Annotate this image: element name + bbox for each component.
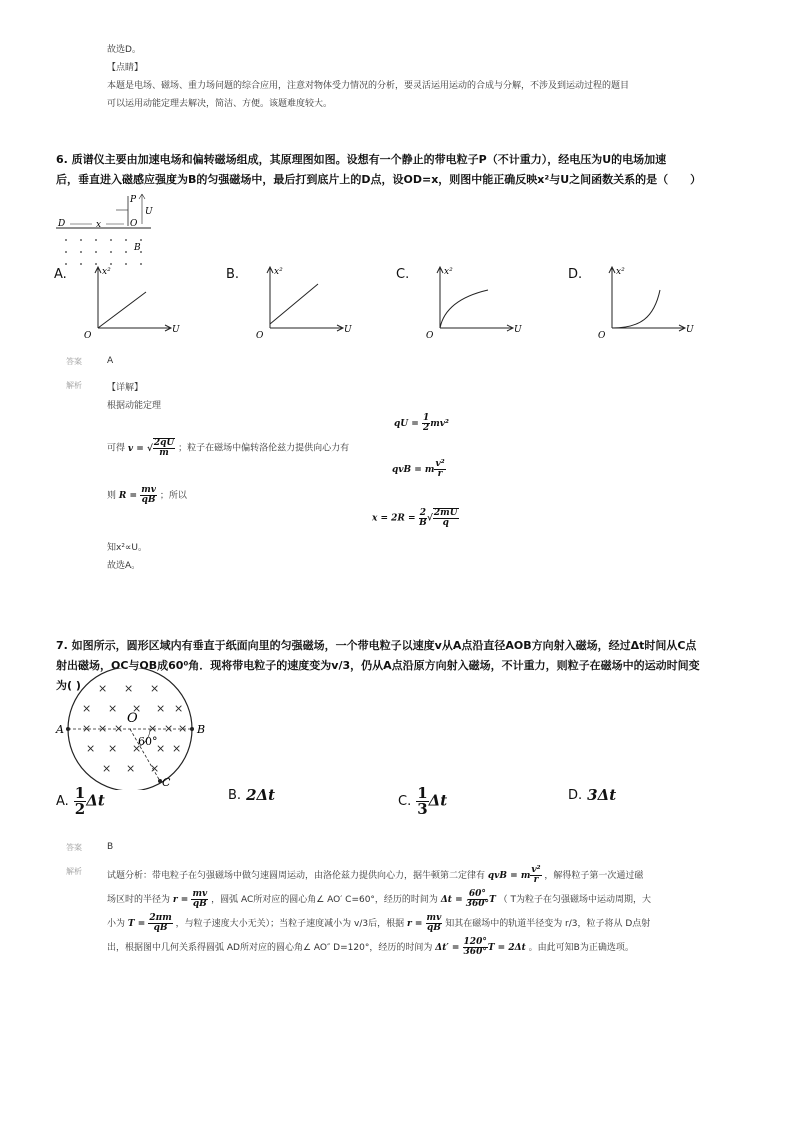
option-expression: 3Δt	[587, 786, 617, 804]
q6-step-4: 知x²∝U。	[107, 543, 147, 553]
q7-option-c[interactable]	[398, 786, 447, 817]
field-cross-mark: ×	[148, 722, 158, 735]
label-o: O	[127, 711, 138, 726]
field-cross-mark: ×	[98, 722, 108, 735]
prev-answer-line: 故选D。	[107, 45, 141, 55]
graph-concave-curve	[412, 262, 524, 340]
diagram-label-x: x	[96, 220, 102, 230]
q6-eq-result: x = 2R = $\frac{2}{B}$ √ $\frac{2mU}{q}$	[372, 507, 458, 528]
q7-answer: B	[107, 842, 114, 852]
q7-stem-line-2: 射出磁场，OC与OB成60⁰角．现将带电粒子的速度变为v/3，仍从A点沿原方向射入磁场，不计重力，则粒子在磁场中的运动时间变	[56, 659, 700, 672]
field-cross-mark: ×	[86, 742, 96, 755]
option-letter: B.	[228, 787, 242, 803]
q7-analysis-line-3: 小为 T = $\frac{2\pi m}{qB}$ ，与粒子速度大小无关）；当粒子速度减小为 v/3后，根据 r = $\frac{mv}{qB}$ 知其在磁场中的轨道半径变为 r/3，粒子将从 D点射	[107, 913, 651, 933]
q6-answer-label: 答案	[66, 357, 82, 366]
option-expression: $\frac{1}{3}$ Δt	[417, 784, 448, 818]
diagram-label-u: U	[145, 207, 153, 217]
graph-convex-curve	[584, 262, 696, 340]
q6-eq-energy: qU = $\frac{1}{2}$ mv²	[394, 413, 449, 433]
field-cross-mark: ×	[132, 702, 142, 715]
origin-label: O	[598, 331, 606, 340]
diagram-label-b: B	[134, 243, 141, 253]
label-c: C	[162, 776, 171, 789]
q7-stem-line-3: 为( )	[56, 679, 81, 692]
origin-label: O	[84, 331, 92, 340]
y-label: x²	[616, 267, 625, 277]
y-label: x²	[274, 267, 283, 277]
origin-label: O	[256, 331, 264, 340]
field-cross-mark: ×	[82, 722, 92, 735]
option-letter: A.	[54, 267, 67, 282]
graph-linear-through-origin	[70, 262, 182, 340]
field-cross-mark: ×	[124, 682, 134, 695]
option-letter: B.	[226, 267, 240, 282]
q7-option-b[interactable]	[228, 786, 275, 804]
q6-step-1: 根据动能定理	[107, 401, 162, 411]
curve	[612, 290, 660, 328]
prev-comment-line-1: 本题是电场、磁场、重力场问题的综合应用，注意对物体受力情况的分析，要灵活运用运动的合成与分解，不涉及到运动过程的题目	[107, 81, 630, 91]
q7-analysis-line-1: 试题分析：带电粒子在匀强磁场中做匀速圆周运动，由洛伦兹力提供向心力，据牛顿第二定律有 qvB = m $\frac{\text{v²}}{r}$ ，解得粒子第一次通过磁	[107, 865, 644, 885]
y-label: x²	[444, 267, 453, 277]
q7-option-a[interactable]	[56, 786, 105, 817]
x-label: U	[344, 325, 352, 335]
field-cross-mark: ×	[156, 702, 166, 715]
x-label: U	[686, 325, 694, 335]
option-letter: D.	[568, 787, 583, 803]
field-cross-mark: ×	[132, 742, 142, 755]
option-letter: C.	[398, 794, 412, 809]
q6-answer: A	[107, 356, 114, 366]
mass-spectrometer-diagram	[56, 190, 156, 268]
label-b: B	[197, 723, 206, 736]
option-letter: C.	[396, 267, 410, 282]
q6-step-3: 则 R = $\frac{mv}{qB}$ ；所以	[107, 485, 187, 505]
option-expression: $\frac{1}{2}$ Δt	[74, 784, 105, 818]
option-letter: A.	[56, 794, 69, 809]
q7-answer-label: 答案	[66, 843, 82, 852]
circular-field-diagram	[52, 668, 212, 790]
field-cross-mark: ×	[150, 762, 160, 775]
field-cross-mark: ×	[114, 722, 124, 735]
graph-linear-offset	[242, 262, 354, 340]
q7-analysis-line-4: 出，根据图中几何关系得圆弧 AD所对应的圆心角∠ AO″ D=120°，经历的时间为 Δt′ = $\frac{120^\circ}{360^\circ}$ T = 2Δt 。由此可知B为正确选项。	[107, 937, 634, 957]
curve	[270, 284, 318, 324]
label-a: A	[56, 723, 64, 736]
field-cross-mark: ×	[156, 742, 166, 755]
curve	[440, 290, 488, 328]
q6-detail-tag: 【详解】	[107, 383, 144, 393]
q7-option-d[interactable]	[568, 786, 616, 804]
prev-comment-tag: 【点睛】	[107, 63, 144, 73]
field-cross-mark: ×	[164, 722, 174, 735]
q6-step-5: 故选A。	[107, 561, 141, 571]
field-cross-mark: ×	[172, 742, 182, 755]
field-cross-mark: ×	[126, 762, 136, 775]
q6-eq-lorentz: qvB = m $\frac{\text{v²}}{r}$	[392, 459, 445, 479]
q6-analysis-label: 解析	[66, 381, 82, 390]
x-label: U	[172, 325, 180, 335]
diagram-label-o: O	[130, 219, 138, 229]
curve	[98, 292, 146, 328]
y-label: x²	[102, 267, 111, 277]
q6-stem-line-2: 后，垂直进入磁感应强度为B的匀强磁场中，最后打到底片上的D点，设OD=x，则图中能正确反映x²与U之间函数关系的是（ ）	[56, 173, 702, 186]
q6-stem-line-1: 6. 质谱仪主要由加速电场和偏转磁场组成，其原理图如图。设想有一个静止的带电粒子P（不计重力），经电压为U的电场加速	[56, 153, 667, 166]
field-cross-mark: ×	[150, 682, 160, 695]
field-cross-mark: ×	[82, 702, 92, 715]
field-cross-mark: ×	[108, 702, 118, 715]
field-cross-mark: ×	[108, 742, 118, 755]
q7-analysis-line-2: 场区时的半径为 r = $\frac{mv}{qB}$ ，圆弧 AC所对应的圆心角∠ AO′ C=60°，经历的时间为 Δt = $\frac{60^\circ}{360^\circ}$ T （ T为粒子在匀强磁场中运动周期，大	[107, 889, 651, 909]
diagram-label-p: P	[130, 195, 137, 205]
field-cross-mark: ×	[102, 762, 112, 775]
origin-label: O	[426, 331, 434, 340]
q7-analysis-label: 解析	[66, 867, 82, 876]
q7-stem-line-1: 7. 如图所示，圆形区域内有垂直于纸面向里的匀强磁场，一个带电粒子以速度v从A点沿直径AOB方向射入磁场，经过Δt时间从C点	[56, 639, 697, 652]
x-label: U	[514, 325, 522, 335]
prev-comment-line-2: 可以运用动能定理去解决，简洁、方便。该题难度较大。	[107, 99, 333, 109]
angle-label: 60°	[138, 735, 158, 748]
field-cross-mark: ×	[98, 682, 108, 695]
field-cross-mark: ×	[178, 722, 188, 735]
diagram-label-d: D	[58, 219, 66, 229]
option-expression: 2Δt	[246, 786, 276, 804]
field-cross-mark: ×	[174, 702, 184, 715]
option-letter: D.	[568, 267, 583, 282]
q6-step-2: 可得 v = √ $\frac{2qU}{m}$ ；粒子在磁场中偏转洛伦兹力提供向心力有	[107, 438, 350, 458]
